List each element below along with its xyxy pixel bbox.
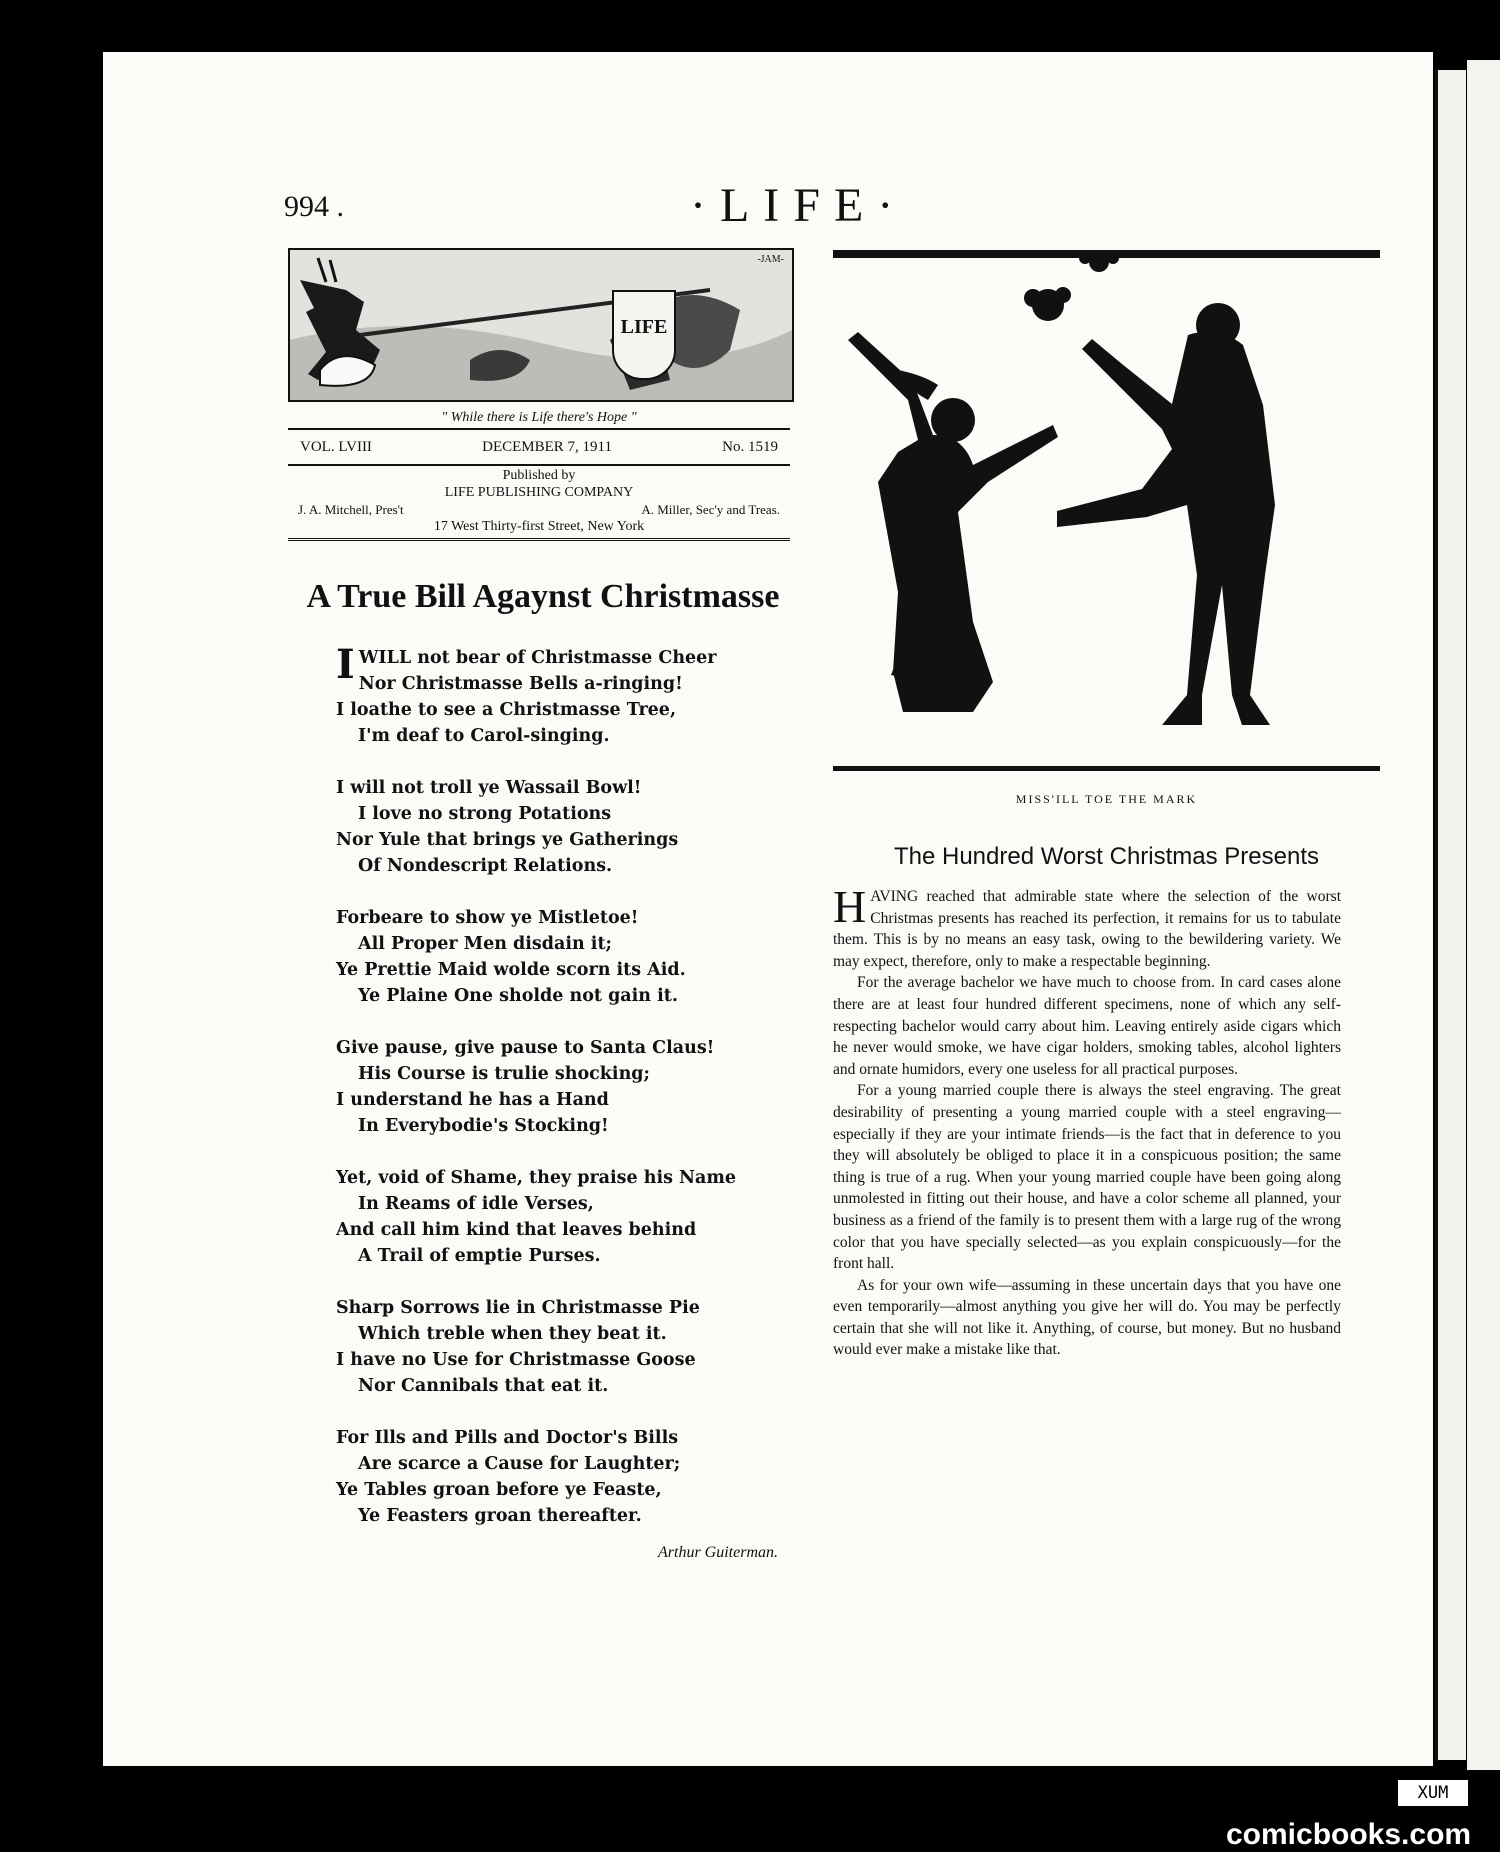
header-illustration-drawing [290,250,792,400]
poem-stanza [336,905,796,1009]
poem-line: Give pause, give pause to Santa Claus! [336,1038,715,1058]
masthead-title: ·LIFE· [690,179,908,232]
poem-line: I loathe to see a Christmasse Tree, [336,700,677,720]
poem-line: Of Nondescript Relations. [358,856,613,876]
article-paragraph: For a young married couple there is always the steel engraving. The great desirability of presenting a young married couple with a steel engraving—especially if they are your intimate friends—is the fact that in deference to you they will absolutely be obliged to place it in a conspicuous position; the same thing is true of a rug. When your young married couple have been going along unmolested in fitting out their house, and have a color scheme all planned, your business as a friend of the family is to present them with a large rug of the wrong color that you have specially selected—as you explain conspicuously—for the front hall. [833,1082,1341,1273]
poem-line: In Everybodie's Stocking! [358,1116,609,1136]
poem-line: Ye Prettie Maid wolde scorn its Aid. [336,960,686,980]
poem-line: I'm deaf to Carol-singing. [358,726,610,746]
poem-line: Nor Christmasse Bells a-ringing! [358,674,683,694]
article-paragraph: HAVING reached that admirable state where the selection of the worst Christmas presents has reached its perfection, it remains for us to tabulate them. This is by no means an easy task, owing to the bewildering variety. We may expect, therefore, only to make a respectable beginning. [833,881,1341,970]
article-paragraph: For the average bachelor we have much to choose from. In card cases alone there are at least four hundred different specimens, none of which any self-respecting bachelor would carry about him. Leaving entirely aside cigars which he never would smoke, we have cigar holders, smoking tables, alcohol lighters and ornate humidors, every one useless for all practical purposes. [833,974,1341,1078]
president: J. A. Mitchell, Pres't [298,502,404,517]
poem-line: Ye Tables groan before ye Feaste, [336,1480,662,1500]
poem-line: I have no Use for Christmasse Goose [336,1350,696,1370]
poem-line: Are scarce a Cause for Laughter; [358,1454,681,1474]
issue-date: DECEMBER 7, 1911 [482,438,612,455]
poem-stanza [336,775,796,879]
secretary: A. Miller, Sec'y and Treas. [641,502,780,517]
issue-number: No. 1519 [722,438,778,455]
motto: " While there is Life there's Hope " [441,410,637,425]
illustration-caption: MISS'ILL TOE THE MARK [1015,792,1198,806]
shield-label: LIFE [620,316,668,338]
adjacent-page-strip [1467,60,1500,1770]
volume-bar [288,428,790,466]
site-watermark: comicbooks.com [1226,1818,1472,1851]
life-shield [612,290,676,380]
poem-line: A Trail of emptie Purses. [358,1246,601,1266]
poem-line: Nor Yule that brings ye Gatherings [336,830,679,850]
poem-stanza [336,1165,796,1269]
poem-stanza [336,1425,796,1529]
poem-body [336,641,796,1555]
poem-line: Yet, void of Shame, they praise his Name [336,1168,737,1188]
poem-line: I love no strong Potations [358,804,612,824]
poem-line: I will not troll ye Wassail Bowl! [336,778,642,798]
poem-line: All Proper Men disdain it; [358,934,612,954]
poem-line: In Reams of idle Verses, [358,1194,594,1214]
publisher-officers [288,501,790,518]
header-illustration [288,248,794,402]
poem-line: I understand he has a Hand [336,1090,609,1110]
poem-line: Sharp Sorrows lie in Christmasse Pie [336,1298,700,1318]
publisher-block [288,467,790,535]
poem-title: A True Bill Agaynst Christmasse [306,578,780,615]
header-rule [288,538,790,541]
poem-dropcap: I [336,641,355,688]
poem-stanza [336,1035,796,1139]
article-body [833,881,1341,1361]
volume-label: VOL. LVIII [300,438,372,455]
silhouette-drawing [833,240,1380,780]
poem-stanza [336,641,796,749]
illustration-signature: -JAM- [757,254,784,265]
publisher-name: LIFE PUBLISHING COMPANY [444,485,634,500]
poem-author: Arthur Guiterman. [658,1544,778,1561]
poem-line: His Course is trulie shocking; [358,1064,650,1084]
poem-line: IWILL not bear of Christmasse Cheer [336,641,717,688]
poem-line: Nor Cannibals that eat it. [358,1376,609,1396]
corner-tag: XUM [1398,1780,1468,1806]
article-title: The Hundred Worst Christmas Presents [893,843,1320,870]
poem-line: And call him kind that leaves behind [336,1220,697,1240]
page-number: 994 . [284,190,344,223]
article-dropcap: H [833,881,867,932]
published-by: Published by [502,468,576,483]
poem-line: For Ills and Pills and Doctor's Bills [336,1428,679,1448]
poem-stanza [336,1295,796,1399]
publisher-address: 17 West Thirty-first Street, New York [433,519,645,534]
adjacent-page-edge [1435,70,1466,1760]
poem-line: Ye Feasters groan thereafter. [358,1506,642,1526]
silhouette-illustration [833,240,1380,780]
poem-line: Ye Plaine One sholde not gain it. [358,986,678,1006]
poem-line: Forbeare to show ye Mistletoe! [336,908,639,928]
poem-line: Which treble when they beat it. [358,1324,667,1344]
article-paragraph: As for your own wife—assuming in these uncertain days that you have one even temporarily—almost anything you give her will do. You may be perfectly certain that she will not like it. Anything, of course, but money. But no husband would ever make a mistake like that. [833,1276,1341,1359]
